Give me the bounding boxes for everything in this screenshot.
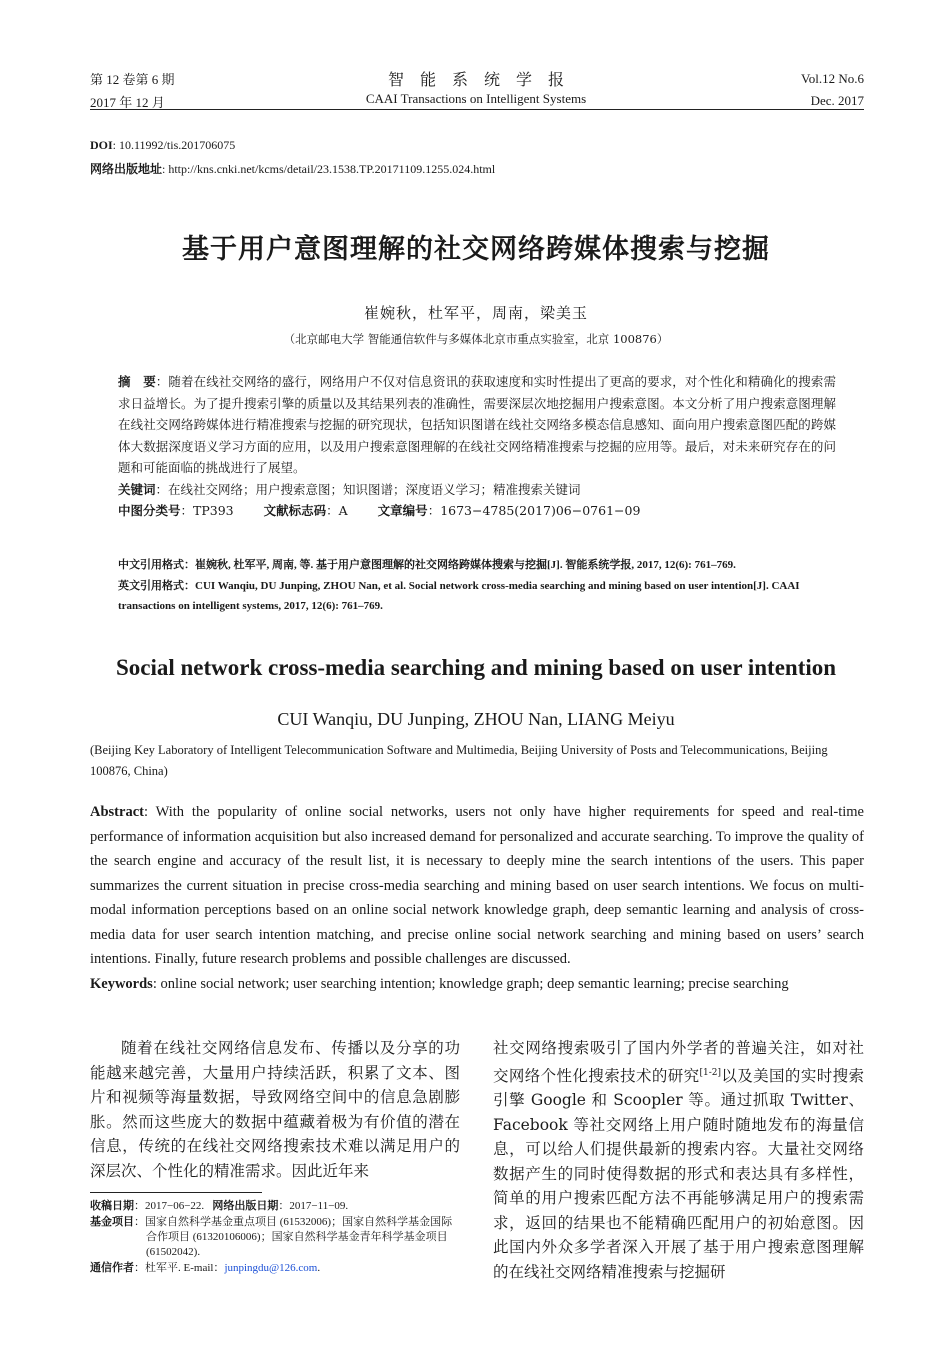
corresponding-label: 通信作者	[90, 1261, 134, 1274]
body-right-text-b: 以及美国的实时搜索引擎 Google 和 Scoopler 等。通过抓取 Twitter、Facebook 等社交网络上用户随时随地发布的海量信息，可以给人们提供最新的搜索内容。大量社交网络数据产生的同时使得数据的形式和表达具有多样性，简单的用户搜索匹配方法不再能够满足用户的搜索需求，返回的结果也不能精确匹配用户的初始意图。因此国内外众多学者深入开展了基于用户搜索意图理解的在线社交网络精准搜索与挖掘研	[493, 1066, 864, 1281]
citation-en-label: 英文引用格式	[118, 579, 184, 592]
keywords-cn-text: ：在线社交网络；用户搜索意图；知识图谱；深度语义学习；精准搜索关键词	[155, 481, 581, 497]
affiliation-en: (Beijing Key Laboratory of Intelligent Telecommunication Software and Multimedia, Beijing University of Posts and Telecommunications, Beijing 100876, China)	[90, 743, 828, 778]
header-date-cn: 2017 年 12 月	[90, 95, 165, 110]
abstract-en	[90, 800, 864, 996]
doi-label: DOI	[90, 138, 113, 152]
clc-label: 中图分类号	[118, 503, 181, 518]
header-journal-en: CAAI Transactions on Intelligent Systems	[365, 91, 587, 106]
footnote-dates	[90, 1198, 462, 1214]
url-label: 网络出版地址	[90, 162, 163, 176]
citation-cn: ：崔婉秋, 杜军平, 周南, 等. 基于用户意图理解的社交网络跨媒体搜索与挖掘[J]. 智能系统学报, 2017, 12(6): 761–769.	[184, 559, 736, 571]
authors-cn: 崔婉秋，杜军平，周南，梁美玉	[363, 304, 588, 322]
corresponding-text: ：杜军平. E-mail：	[134, 1262, 225, 1274]
footnote-corresponding	[90, 1260, 462, 1276]
funding-label: 基金项目	[90, 1215, 134, 1228]
article-no-value: ：1673−4785(2017)06−0761−09	[427, 503, 641, 518]
keywords-en-text: : online social network; user searching intention; knowledge graph; deep semantic learning; precise searching	[152, 975, 789, 992]
doi-line	[90, 138, 235, 153]
keywords-en-label: Keywords	[90, 975, 153, 992]
reference-marker[interactable]: [1-2]	[699, 1067, 722, 1078]
email-link[interactable]: junpingdu@126.com	[224, 1262, 318, 1274]
footnote-rule	[90, 1192, 262, 1193]
received-date: ：2017−06−22.	[134, 1200, 205, 1212]
body-left-column: 随着在线社交网络信息发布、传播以及分享的功能越来越完善，大量用户持续活跃，积累了文本、图片和视频等海量数据，导致网络空间中的信息急剧膨胀。然而这些庞大的数据中蕴藏着极为有价值的潜在信息，传统的在线社交网络搜索技术难以满足用户的深层次、个性化的精准需求。因此近年来	[90, 1039, 460, 1180]
header-journal-cn: 智 能 系 统 学 报	[387, 70, 564, 89]
header-volume-en: Vol.12 No.6	[801, 71, 864, 86]
abstract-cn	[118, 371, 836, 522]
article-no-label: 文章编号	[377, 503, 428, 518]
authors-en: CUI Wanqiu, DU Junping, ZHOU Nan, LIANG Meiyu	[277, 709, 675, 729]
online-pub-label: 网络出版日期	[212, 1199, 279, 1212]
footnote	[90, 1198, 462, 1276]
abstract-en-text: : With the popularity of online social networks, users not only have higher requirements for speed and real-time performance of information acquisition but also increased demand for personalized and accurate searching. To improve the quality of the search engine and accuracy of the result list, it is necessary to deeply mine the search intentions of the users. This paper summarizes the current situation in precise cross-media searching and mining based on user search intentions. We focus on multi-modal information perceptions based on an online social network knowledge graph, deep semantic learning and analysis of cross-media data for user search intention matching, and precise online social network searching and mining based on users’ search intentions. Finally, future research problems and possible challenges are discussed.	[90, 804, 864, 967]
header-date-en: Dec. 2017	[810, 93, 864, 108]
url-line	[90, 160, 495, 177]
footnote-funding	[90, 1214, 462, 1260]
header-rule	[90, 109, 864, 110]
body-right-text-a: 社交网络搜索吸引了国内外学者的普遍关注，如对社交网络个性化搜索技术的研究	[493, 1039, 864, 1085]
title-en: Social network cross-media searching and mining based on user intention	[115, 655, 837, 680]
affiliation-cn: （北京邮电大学 智能通信软件与多媒体北京市重点实验室，北京 100876）	[283, 332, 669, 346]
citation-cn-label: 中文引用格式	[118, 558, 184, 571]
funding-text: ：国家自然科学基金重点项目 (61532006)；国家自然科学基金国际合作项目 (61320106006)；国家自然科学基金青年科学基金项目 (61502042).	[134, 1216, 453, 1258]
title-cn: 基于用户意图理解的社交网络跨媒体搜索与挖掘	[182, 234, 770, 265]
doc-code-value: ：A	[326, 503, 348, 518]
abstract-cn-text: ：随着在线社交网络的盛行，网络用户不仅对信息资讯的获取速度和实时性提出了更高的要求，对个性化和精确化的搜索需求日益增长。为了提升搜索引擎的质量以及其结果列表的准确性，需要深层次地挖掘用户搜索意图。本文分析了用户搜索意图理解在线社交网络跨媒体进行精准搜索与挖掘的研究现状，包括知识图谱在线社交网络多模态信息感知、面向用户搜索意图匹配的跨媒体大数据深度语义学习方面的应用，以及用户搜索意图理解的在线社交网络精准搜索与挖掘的应用等。最后，对未来研究存在的问题和可能面临的挑战进行了展望。	[118, 374, 836, 475]
received-label: 收稿日期	[90, 1199, 134, 1212]
header-volume-cn: 第 12 卷第 6 期	[90, 72, 175, 87]
citation-block	[118, 554, 836, 616]
online-pub-date: ：2017−11−09.	[278, 1200, 349, 1212]
keywords-cn-label: 关键词	[118, 481, 156, 497]
abstract-cn-label: 摘 要	[118, 374, 156, 389]
doc-code-label: 文献标志码	[263, 503, 327, 518]
body-right-column	[493, 1036, 864, 1284]
doi-value: : 10.11992/tis.201706075	[112, 138, 236, 152]
url-value[interactable]: : http://kns.cnki.net/kcms/detail/23.1538.TP.20171109.1255.024.html	[162, 162, 496, 176]
clc-value: ：TP393	[180, 503, 234, 518]
citation-en: ：CUI Wanqiu, DU Junping, ZHOU Nan, et al. Social network cross-media searching and mining based on user intention[J]. CAAI transactions on intelligent systems, 2017, 12(6): 761–769.	[118, 580, 800, 612]
corresponding-end: .	[317, 1262, 321, 1274]
abstract-en-label: Abstract	[90, 804, 144, 820]
